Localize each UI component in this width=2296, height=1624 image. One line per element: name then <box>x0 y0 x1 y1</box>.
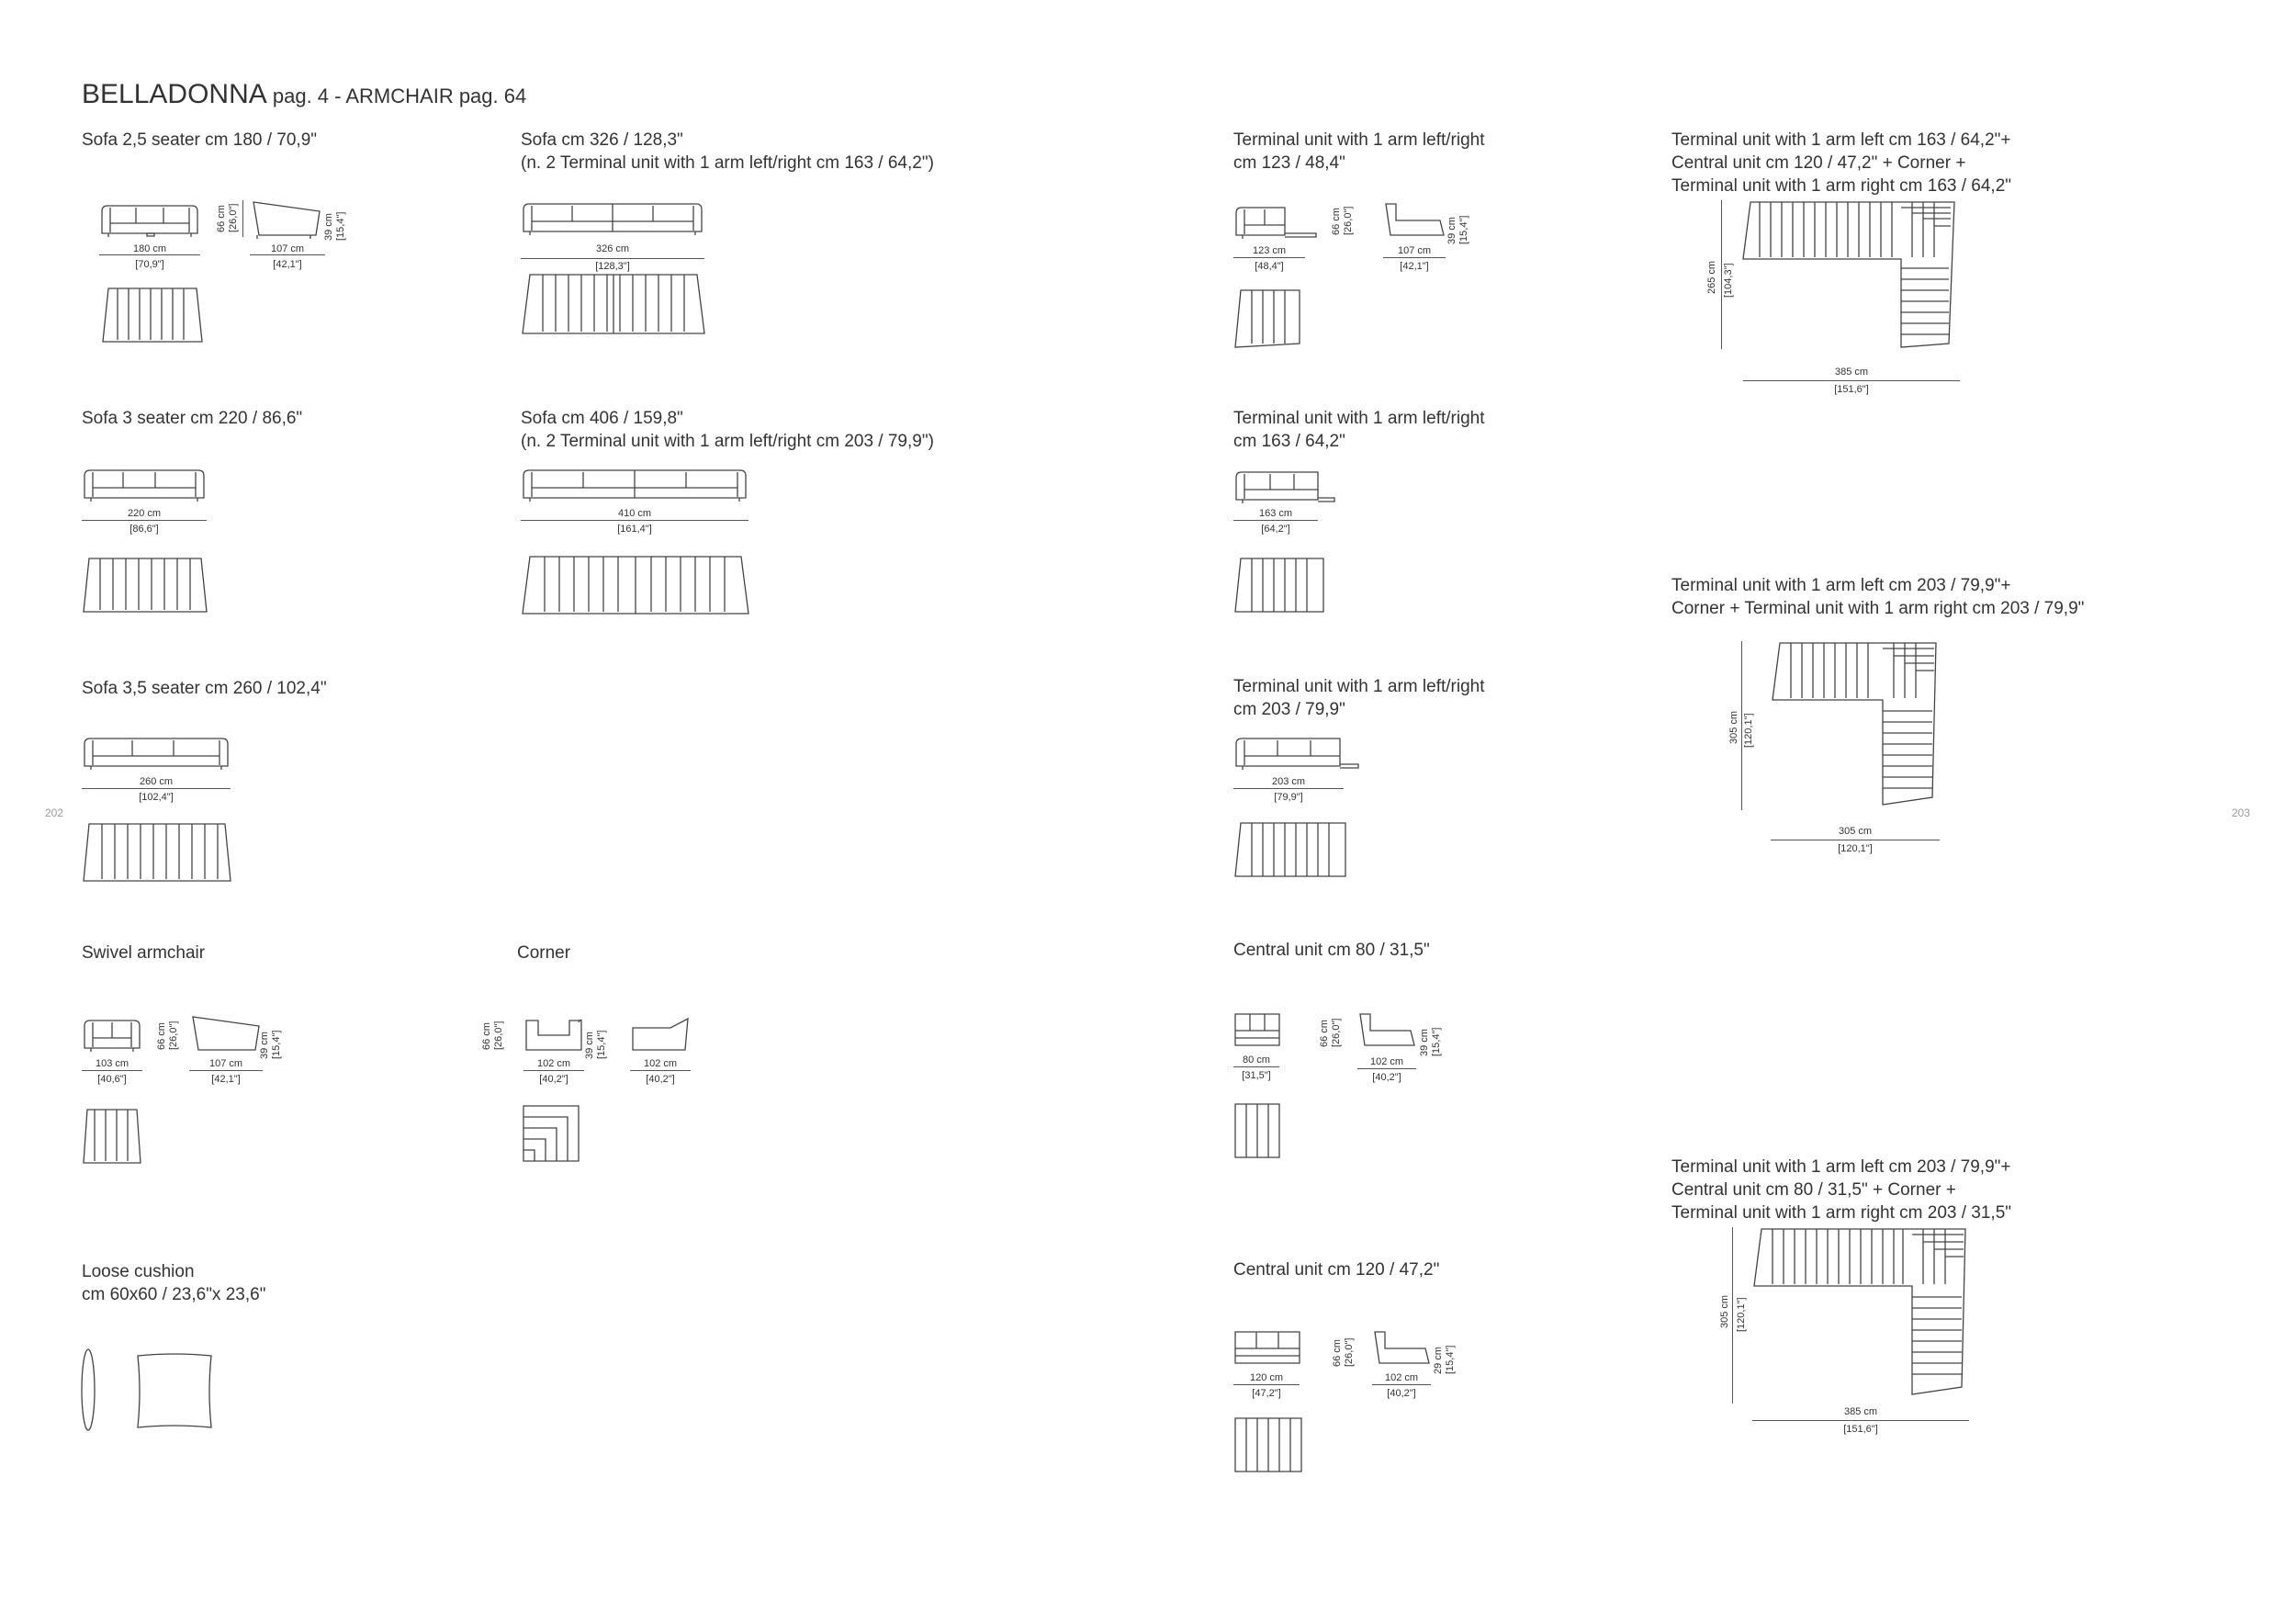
cushion-plan-view <box>134 1352 215 1431</box>
central-120-seat-in: [15,4"] <box>1445 1345 1456 1374</box>
sofa-25-seat-in: [15,4"] <box>335 211 346 241</box>
combo-1-depth-line <box>1721 200 1722 349</box>
sofa-25-label: Sofa 2,5 seater cm 180 / 70,9" <box>82 130 318 150</box>
central-120-depth-in: [40,2"] <box>1387 1388 1416 1399</box>
central-80-label: Central unit cm 80 / 31,5" <box>1233 941 1430 960</box>
term-123-front-view <box>1233 204 1318 241</box>
combo-3-depth-in: [120,1"] <box>1736 1297 1747 1332</box>
swivel-depth: 107 cm <box>208 1058 243 1069</box>
sofa-406-label: Sofa cm 406 / 159,8" (n. 2 Terminal unit with 1 arm left/right cm 203 / 79,9") <box>521 409 934 451</box>
swivel-label: Swivel armchair <box>82 943 206 963</box>
corner-width-in: [40,2"] <box>539 1074 568 1085</box>
page-title <box>82 79 526 110</box>
central-80-seat-in: [15,4"] <box>1431 1027 1442 1056</box>
sofa-35-width: 260 cm <box>139 776 174 787</box>
central-80-side-view <box>1357 1010 1418 1051</box>
swivel-seat: 39 cm <box>259 1032 270 1059</box>
sofa-25-height-in: [26,0"] <box>228 203 239 232</box>
swivel-side-view <box>189 1015 263 1055</box>
swivel-depth-in: [42,1"] <box>211 1074 241 1085</box>
corner-height-in: [26,0"] <box>493 1021 504 1050</box>
central-120-side-view <box>1372 1328 1433 1369</box>
combo-1-depth: 265 cm <box>1706 260 1717 294</box>
sofa-326-plan-view <box>521 271 706 337</box>
sofa-25-width: 180 cm <box>132 243 167 254</box>
central-80-seat: 39 cm <box>1419 1029 1430 1056</box>
combo-3-width-in: [151,6"] <box>1843 1424 1878 1435</box>
term-123-depth: 107 cm <box>1397 245 1432 256</box>
title-main: BELLADONNA <box>82 79 267 109</box>
combo-2-depth-in: [120,1"] <box>1743 713 1754 748</box>
sofa-3-width-in: [86,6"] <box>129 524 159 535</box>
sofa-35-plan-view <box>82 820 232 885</box>
term-123-label: Terminal unit with 1 arm left/right cm 123 / 48,4" <box>1233 130 1485 173</box>
swivel-height: 66 cm <box>156 1022 167 1050</box>
cushion-side-view <box>79 1347 97 1433</box>
swivel-front-view <box>82 1017 142 1055</box>
corner-seat: 39 cm <box>584 1032 595 1059</box>
corner-height: 66 cm <box>481 1022 492 1050</box>
sofa-25-seat: 39 cm <box>323 213 334 241</box>
term-163-width: 163 cm <box>1258 508 1293 519</box>
sofa-35-front-view <box>82 735 231 773</box>
sofa-406-front-view <box>521 467 748 505</box>
term-123-depth-in: [42,1"] <box>1400 261 1429 272</box>
sofa-25-width-in: [70,9"] <box>135 259 164 270</box>
central-120-front-view <box>1233 1328 1301 1367</box>
sofa-25-height: 66 cm <box>216 205 227 232</box>
sofa-3-front-view <box>82 467 207 505</box>
corner-side-view <box>630 1015 691 1055</box>
sofa-326-width: 326 cm <box>595 243 630 254</box>
combo-3-label: Terminal unit with 1 arm left cm 203 / 79,9"+ Central unit cm 80 / 31,5" + Corner + Terminal unit with 1 arm right cm 203 / 31,5" <box>1671 1157 2012 1223</box>
term-163-width-in: [64,2"] <box>1261 524 1290 535</box>
term-163-plan-view <box>1233 555 1325 615</box>
term-163-front-view <box>1233 468 1336 505</box>
term-203-width-in: [79,9"] <box>1274 792 1303 803</box>
sofa-25-height-line <box>242 200 243 237</box>
combo-3-plan-view <box>1752 1225 1973 1402</box>
combo-1-plan-view <box>1741 198 1962 351</box>
combo-3-depth-line <box>1732 1227 1733 1404</box>
central-120-height: 66 cm <box>1332 1339 1343 1367</box>
term-203-label: Terminal unit with 1 arm left/right cm 203 / 79,9" <box>1233 677 1485 719</box>
combo-1-width: 385 cm <box>1834 367 1869 378</box>
term-123-seat: 39 cm <box>1446 217 1458 244</box>
corner-seat-in: [15,4"] <box>596 1030 607 1059</box>
sofa-25-depth: 107 cm <box>270 243 305 254</box>
sofa-3-plan-view <box>82 555 208 615</box>
central-80-front-view <box>1233 1010 1281 1049</box>
sofa-3-label: Sofa 3 seater cm 220 / 86,6" <box>82 409 303 428</box>
combo-3-width-line <box>1752 1420 1969 1421</box>
central-120-label: Central unit cm 120 / 47,2" <box>1233 1260 1440 1280</box>
sofa-25-side-view <box>250 200 323 241</box>
combo-1-depth-in: [104,3"] <box>1723 263 1734 298</box>
sofa-406-width: 410 cm <box>617 508 652 519</box>
corner-depth: 102 cm <box>643 1058 678 1069</box>
corner-depth-in: [40,2"] <box>646 1074 675 1085</box>
central-120-depth: 102 cm <box>1384 1372 1419 1383</box>
central-80-plan-view <box>1233 1100 1281 1161</box>
central-80-height: 66 cm <box>1319 1020 1330 1047</box>
sofa-25-plan-view <box>101 285 204 345</box>
corner-plan-view <box>522 1104 580 1163</box>
sofa-326-front-view <box>521 200 704 239</box>
combo-1-width-line <box>1743 380 1960 381</box>
combo-1-width-in: [151,6"] <box>1834 384 1869 395</box>
combo-2-width-in: [120,1"] <box>1838 843 1873 854</box>
combo-2-depth: 305 cm <box>1728 710 1739 744</box>
sofa-406-plan-view <box>521 553 750 617</box>
swivel-plan-view <box>82 1106 142 1167</box>
corner-front-view <box>523 1015 584 1055</box>
title-rest: pag. 4 - ARMCHAIR pag. 64 <box>266 85 527 107</box>
sofa-3-width: 220 cm <box>127 508 162 519</box>
term-123-width: 123 cm <box>1252 245 1287 256</box>
swivel-width: 103 cm <box>95 1058 129 1069</box>
central-120-width-in: [47,2"] <box>1252 1388 1281 1399</box>
central-120-width: 120 cm <box>1249 1372 1284 1383</box>
combo-2-width: 305 cm <box>1838 826 1873 837</box>
central-120-height-in: [26,0"] <box>1344 1337 1355 1367</box>
term-203-plan-view <box>1233 819 1347 880</box>
page-number-left: 202 <box>45 806 64 819</box>
sofa-25-depth-in: [42,1"] <box>273 259 302 270</box>
page-number-right: 203 <box>2232 806 2251 819</box>
sofa-326-width-in: [128,3"] <box>595 261 630 272</box>
cushion-label: Loose cushion cm 60x60 / 23,6"x 23,6" <box>82 1262 266 1304</box>
central-80-depth-in: [40,2"] <box>1372 1072 1401 1083</box>
combo-2-plan-view <box>1771 639 1943 812</box>
central-80-height-in: [26,0"] <box>1331 1018 1342 1047</box>
corner-width: 102 cm <box>536 1058 571 1069</box>
sofa-25-front-view <box>99 202 200 241</box>
central-80-width-in: [31,5"] <box>1242 1070 1271 1081</box>
term-123-height-in: [26,0"] <box>1343 206 1354 235</box>
swivel-seat-in: [15,4"] <box>271 1030 282 1059</box>
sofa-406-width-in: [161,4"] <box>617 524 652 535</box>
combo-2-label: Terminal unit with 1 arm left cm 203 / 79,9"+ Corner + Terminal unit with 1 arm right cm 203 / 79,9" <box>1671 576 2085 618</box>
term-123-width-in: [48,4"] <box>1255 261 1284 272</box>
term-123-side-view <box>1383 200 1447 241</box>
swivel-width-in: [40,6"] <box>97 1074 127 1085</box>
combo-2-depth-line <box>1741 641 1742 810</box>
combo-3-depth: 305 cm <box>1719 1294 1730 1328</box>
sofa-326-width-line <box>521 258 704 259</box>
term-203-front-view <box>1233 735 1360 772</box>
central-80-width: 80 cm <box>1243 1054 1270 1066</box>
term-123-height: 66 cm <box>1331 208 1342 235</box>
sofa-35-label: Sofa 3,5 seater cm 260 / 102,4" <box>82 679 327 698</box>
combo-3-width: 385 cm <box>1843 1406 1878 1417</box>
sofa-326-label: Sofa cm 326 / 128,3" (n. 2 Terminal unit with 1 arm left/right cm 163 / 64,2") <box>521 130 934 173</box>
swivel-height-in: [26,0"] <box>168 1021 179 1050</box>
sofa-35-width-in: [102,4"] <box>139 792 174 803</box>
term-163-label: Terminal unit with 1 arm left/right cm 163 / 64,2" <box>1233 409 1485 451</box>
term-123-seat-in: [15,4"] <box>1458 215 1469 244</box>
corner-label: Corner <box>517 943 571 963</box>
central-120-seat: 29 cm <box>1433 1347 1444 1374</box>
term-203-width: 203 cm <box>1271 776 1306 787</box>
central-120-plan-view <box>1233 1415 1303 1475</box>
central-80-depth: 102 cm <box>1369 1056 1404 1067</box>
term-123-plan-view <box>1233 287 1301 351</box>
combo-1-label: Terminal unit with 1 arm left cm 163 / 64,2"+ Central unit cm 120 / 47,2" + Corner + Terminal unit with 1 arm right cm 163 / 64,2" <box>1671 130 2012 196</box>
